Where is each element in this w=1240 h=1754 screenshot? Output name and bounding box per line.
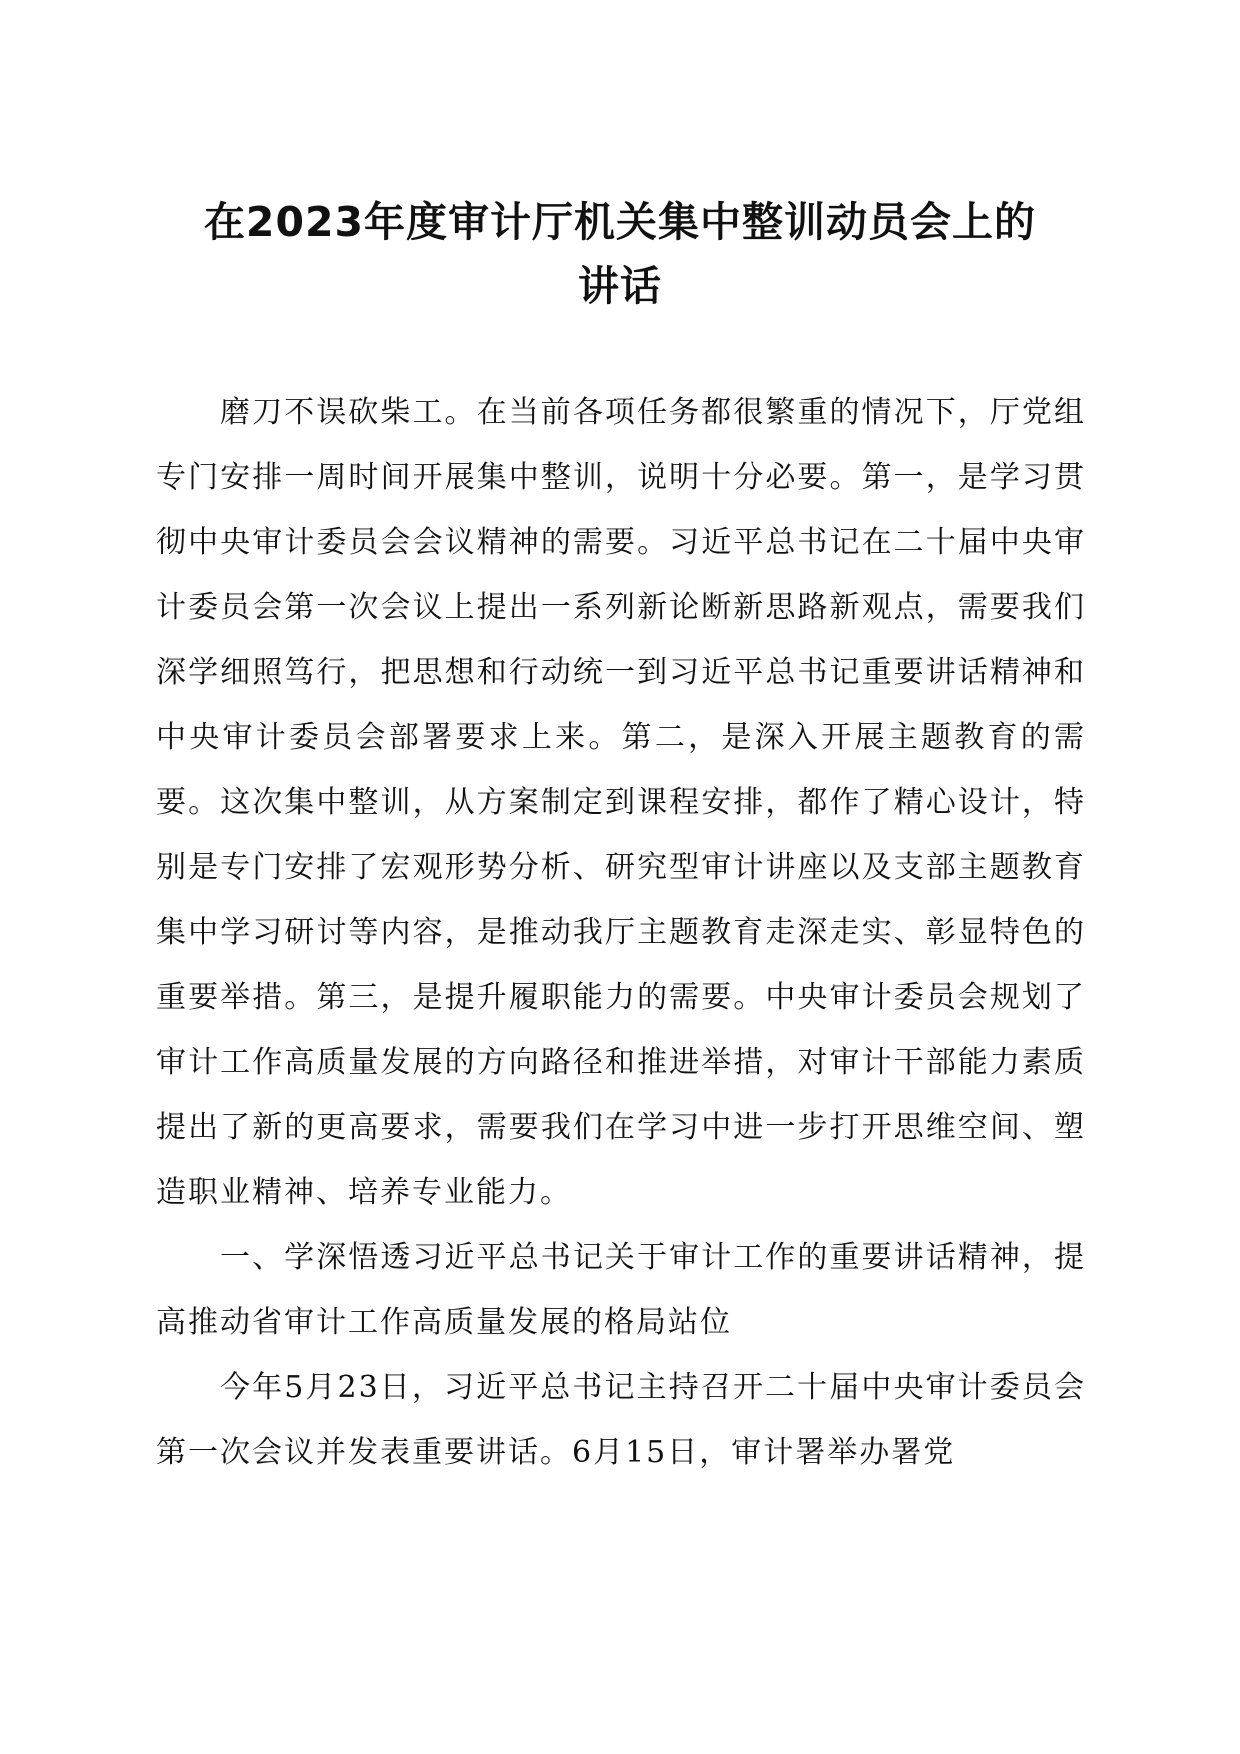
paragraph-intro: 磨刀不误砍柴工。在当前各项任务都很繁重的情况下，厅党组专门安排一周时间开展集中整训，说明十分必要。第一，是学习贯彻中央审计委员会会议精神的需要。习近平总书记在二十届中央审计委员会第一次会议上提出一系列新论断新思路新观点，需要我们深学细照笃行，把思想和行动统一到习近平总书记重要讲话精神和中央审计委员会部署要求上来。第二，是深入开展主题教育的需要。这次集中整训，从方案制定到课程安排，都作了精心设计，特别是专门安排了宏观形势分析、研究型审计讲座以及支部主题教育集中学习研讨等内容，是推动我厅主题教育走深走实、彰显特色的重要举措。第三，是提升履职能力的需要。中央审计委员会规划了审计工作高质量发展的方向路径和推进举措，对审计干部能力素质提出了新的更高要求，需要我们在学习中进一步打开思维空间、塑造职业精神、培养专业能力。 (156, 395, 1086, 1210)
document-title (150, 190, 1090, 318)
title-line-1: 在2023年度审计厅机关集中整训动员会上的 (203, 198, 1037, 246)
section-heading-1: 一、学深悟透习近平总书记关于审计工作的重要讲话精神，提高推动省审计工作高质量发展的格局站位 (156, 1240, 1086, 1340)
title-line-2: 讲话 (578, 262, 662, 310)
document-body (156, 380, 1086, 1485)
paragraph-section-1: 今年5月23日，习近平总书记主持召开二十届中央审计委员会第一次会议并发表重要讲话。6月15日，审计署举办署党 (156, 1370, 1086, 1470)
